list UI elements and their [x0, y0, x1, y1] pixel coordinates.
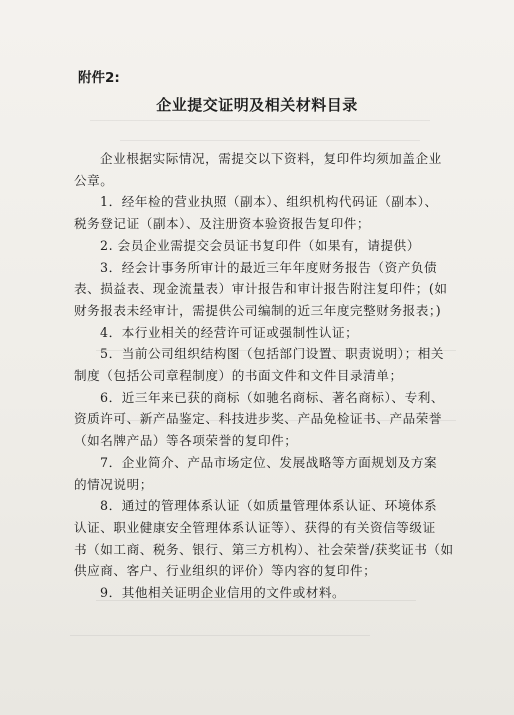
- body-text-line: 供应商、客户、行业组织的评价）等内容的复印件；: [74, 563, 377, 579]
- body-text-line: 3．经会计事务所审计的最近三年年度财务报告（资产负债: [100, 259, 438, 275]
- body-text-line: 7．企业简介、产品市场定位、发展战略等方面规划及方案: [100, 454, 438, 470]
- attachment-label: 附件2:: [78, 70, 120, 86]
- body-text-line: 制度（包括公司章程制度）的书面文件和文件目录清单；: [74, 368, 403, 384]
- body-text-line: 8．通过的管理体系认证（如质量管理体系认证、环境体系: [100, 498, 438, 514]
- body-text-line: 资质许可、新产品鉴定、科技进步奖、产品免检证书、产品荣誉: [74, 411, 443, 427]
- bleed-through-mark: [120, 140, 420, 141]
- bleed-through-mark: [70, 635, 370, 636]
- body-text-line: 表、损益表、现金流量表）审计报告和审计报告附注复印件；(如: [74, 281, 448, 297]
- body-text-line: 4．本行业相关的经营许可证或强制性认证；: [100, 324, 359, 340]
- bleed-through-mark: [90, 120, 430, 121]
- body-text-line: 书（如工商、税务、银行、第三方机构）、社会荣誉/获奖证书（如: [74, 541, 454, 557]
- body-text-line: （如名牌产品）等各项荣誉的复印件；: [74, 433, 298, 449]
- body-text-line: 5．当前公司组织结构图（包括部门设置、职责说明）；相关: [100, 346, 444, 362]
- document-body: [74, 148, 454, 604]
- body-text-line: 公章。: [74, 172, 114, 188]
- page-title: 企业提交证明及相关材料目录: [156, 96, 358, 114]
- body-text-line: 9．其他相关证明企业信用的文件或材料。: [100, 585, 346, 601]
- body-text-line: 企业根据实际情况，需提交以下资料，复印件均须加盖企业: [100, 151, 442, 166]
- body-text-line: 的情况说明；: [74, 476, 153, 492]
- body-text-line: 6．近三年来已获的商标（如驰名商标、著名商标）、专利、: [100, 389, 444, 405]
- body-text-line: 认证、职业健康安全管理体系认证等）、获得的有关资信等级证: [74, 519, 436, 535]
- body-text-line: 1．经年检的营业执照（副本）、组织机构代码证（副本）、: [100, 194, 438, 210]
- body-text-line: 税务登记证（副本）、及注册资本验资报告复印件；: [74, 216, 371, 232]
- body-text-line: 2. 会员企业需提交会员证书复印件（如果有，请提供）: [100, 237, 420, 253]
- body-text-line: 财务报表未经审计，需提供公司编制的近三年度完整财务报表；): [74, 302, 442, 318]
